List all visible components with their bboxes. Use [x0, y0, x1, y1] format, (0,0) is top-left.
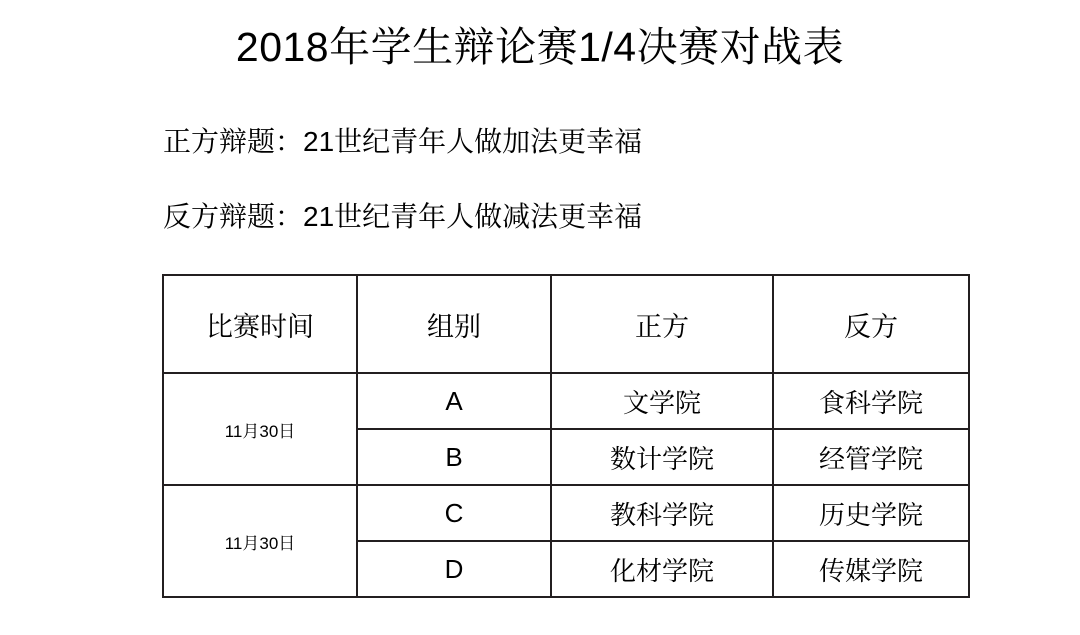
column-header-pro: 正方: [551, 275, 773, 373]
cell-pro: 文学院: [551, 373, 773, 429]
page-title: 2018年学生辩论赛1/4决赛对战表: [235, 24, 845, 70]
column-header-con: 反方: [773, 275, 969, 373]
cell-group: B: [357, 429, 551, 485]
pro-topic-line: 正方辩题：21世纪青年人做加法更幸福: [163, 126, 643, 157]
cell-group: D: [357, 541, 551, 597]
cell-group: A: [357, 373, 551, 429]
cell-con: 历史学院: [773, 485, 969, 541]
cell-con: 经管学院: [773, 429, 969, 485]
match-schedule-table: [162, 274, 970, 598]
cell-time: 11月30日: [163, 373, 357, 485]
cell-con: 食科学院: [773, 373, 969, 429]
cell-pro: 数计学院: [551, 429, 773, 485]
cell-pro: 化材学院: [551, 541, 773, 597]
cell-con: 传媒学院: [773, 541, 969, 597]
cell-time: 11月30日: [163, 485, 357, 597]
table-header-row: [163, 275, 969, 373]
table-body: [163, 373, 969, 597]
cell-group: C: [357, 485, 551, 541]
cell-pro: 教科学院: [551, 485, 773, 541]
con-topic-line: 反方辩题：21世纪青年人做减法更幸福: [163, 201, 643, 232]
column-header-time: 比赛时间: [163, 275, 357, 373]
column-header-group: 组别: [357, 275, 551, 373]
table-header: [163, 275, 969, 373]
table-row: [163, 485, 969, 541]
table-row: [163, 373, 969, 429]
